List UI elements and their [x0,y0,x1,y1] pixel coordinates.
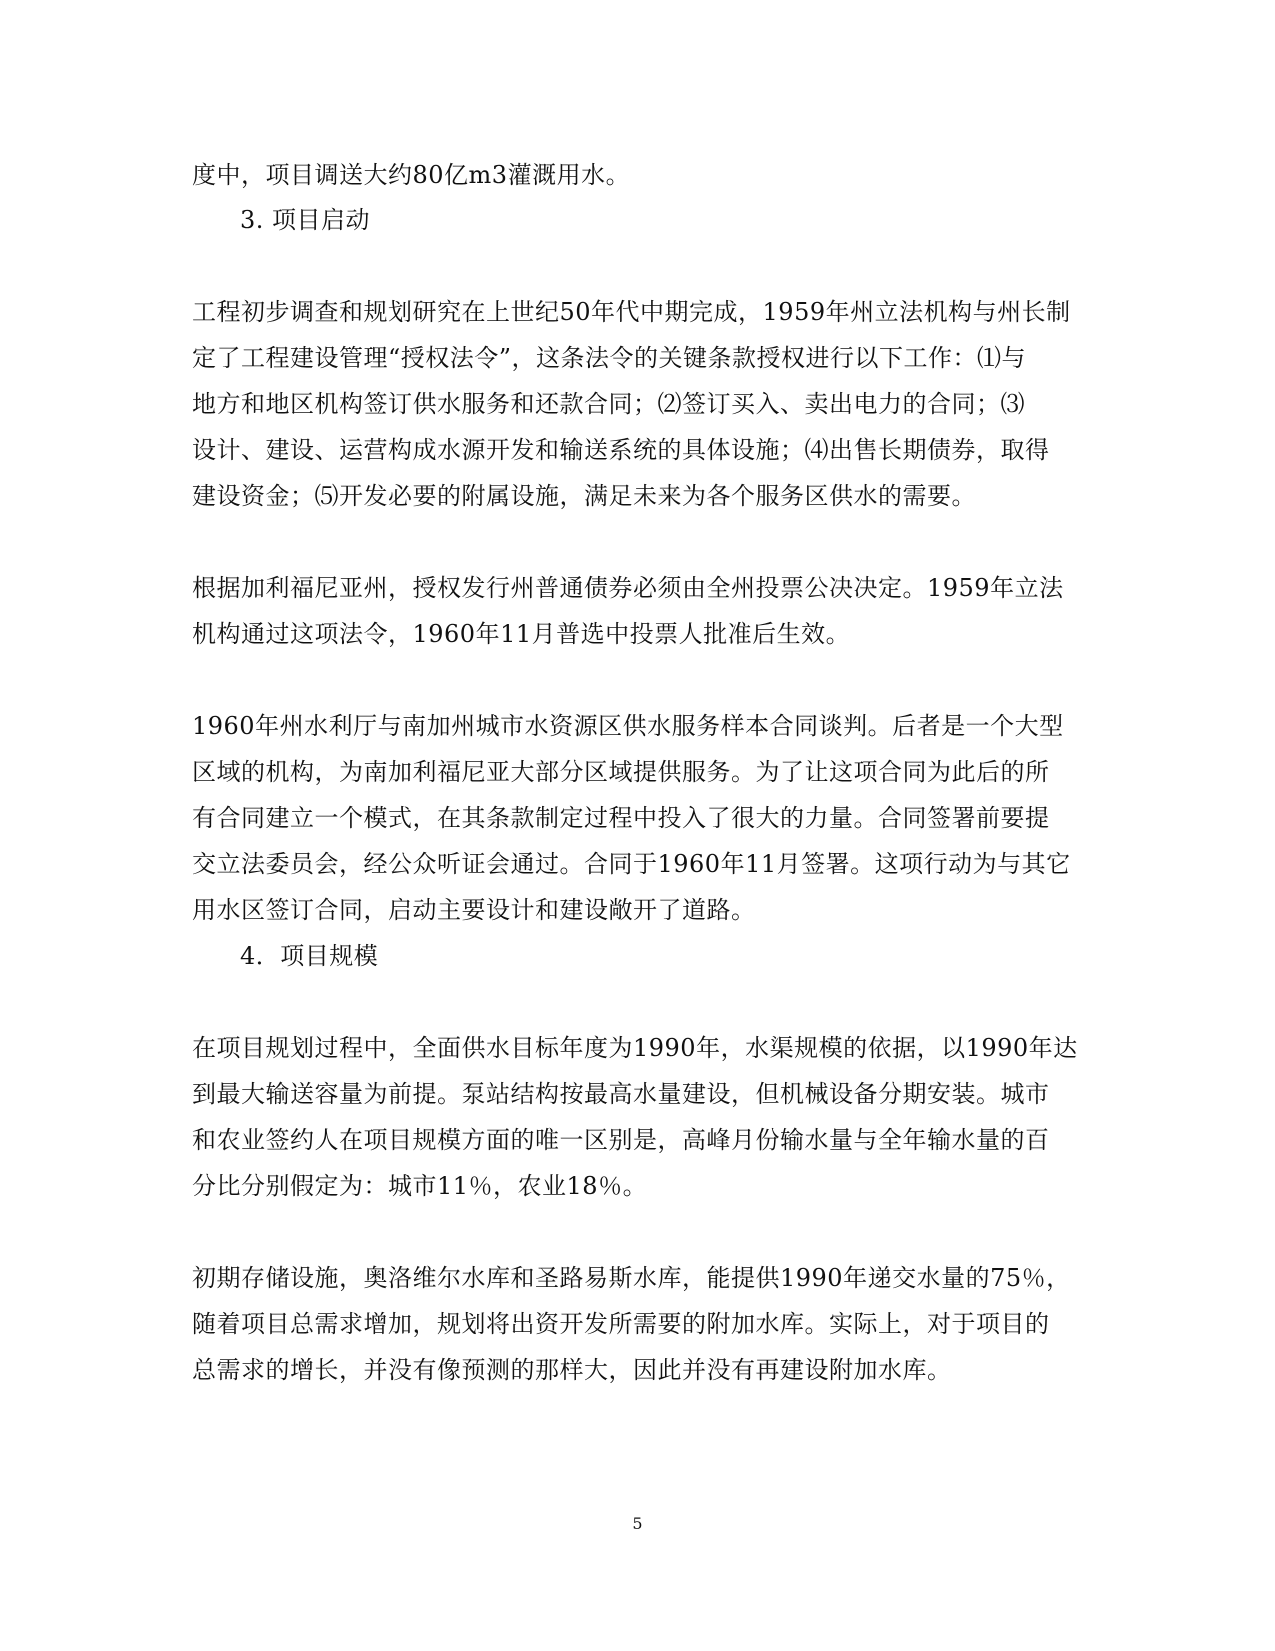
text-line: 总需求的增长，并没有像预测的那样大，因此并没有再建设附加水库。 [192,1356,952,1384]
text-line: 到最大输送容量为前提。泵站结构按最高水量建设，但机械设备分期安装。城市 [192,1080,1050,1108]
page-number: 5 [632,1514,643,1533]
text-line: 定了工程建设管理“授权法令”，这条法令的关键条款授权进行以下工作：⑴与 [192,344,1027,372]
text-line: 区域的机构，为南加利福尼亚大部分区域提供服务。为了让这项合同为此后的所 [192,758,1050,786]
text-line: 在项目规划过程中，全面供水目标年度为1990年，水渠规模的依据，以1990年达 [192,1034,1078,1062]
section-heading-3: 3. 项目启动 [240,206,371,234]
text-line: 1960年州水利厅与南加州城市水资源区供水服务样本合同谈判。后者是一个大型 [192,712,1064,740]
text-line: 用水区签订合同，启动主要设计和建设敞开了道路。 [192,896,756,924]
text-line: 有合同建立一个模式，在其条款制定过程中投入了很大的力量。合同签署前要提 [192,804,1050,832]
text-line: 地方和地区机构签订供水服务和还款合同；⑵签订买入、卖出电力的合同；⑶ [192,390,1025,418]
text-line: 随着项目总需求增加，规划将出资开发所需要的附加水库。实际上，对于项目的 [192,1310,1050,1338]
text-line: 和农业签约人在项目规模方面的唯一区别是，高峰月份输水量与全年输水量的百 [192,1126,1050,1154]
text-line: 度中，项目调送大约80亿m3灌溉用水。 [192,161,631,189]
text-line: 建设资金；⑸开发必要的附属设施，满足未来为各个服务区供水的需要。 [192,482,976,510]
text-line: 工程初步调查和规划研究在上世纪50年代中期完成，1959年州立法机构与州长制 [192,298,1071,326]
text-line: 分比分别假定为：城市11％，农业18％。 [192,1172,648,1200]
text-line: 设计、建设、运营构成水源开发和输送系统的具体设施；⑷出售长期债券，取得 [192,436,1050,464]
section-heading-4: 4．项目规模 [240,942,379,970]
text-line: 机构通过这项法令，1960年11月普选中投票人批准后生效。 [192,620,851,648]
text-line: 交立法委员会，经公众听证会通过。合同于1960年11月签署。这项行动为与其它 [192,850,1071,878]
text-line: 初期存储设施，奥洛维尔水库和圣路易斯水库，能提供1990年递交水量的75％， [192,1264,1071,1292]
text-line: 根据加利福尼亚州，授权发行州普通债券必须由全州投票公决决定。1959年立法 [192,574,1064,602]
